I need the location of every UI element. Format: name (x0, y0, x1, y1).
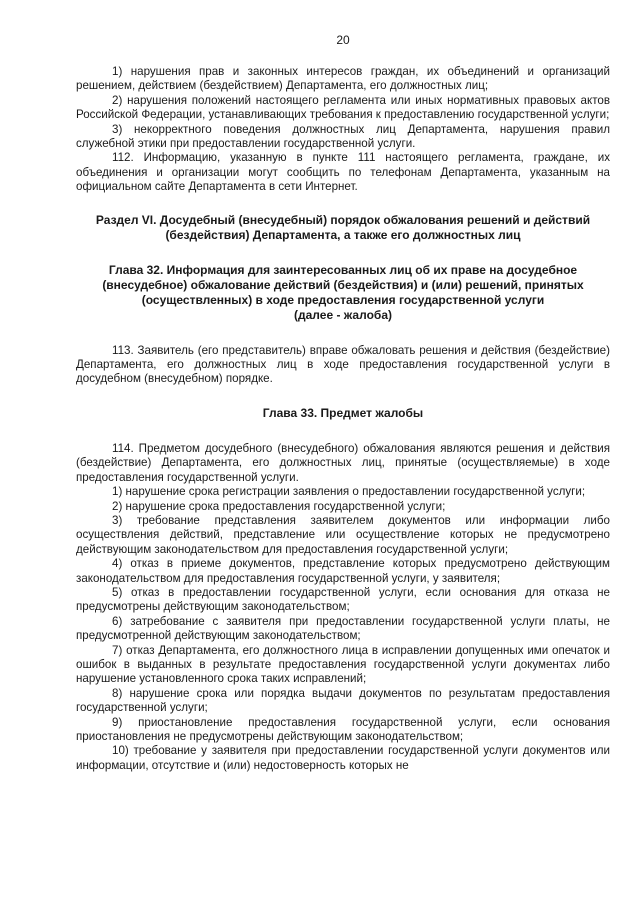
paragraph-item-2: 2) нарушения положений настоящего регламента или иных нормативных правовых актов Российской Федерации, устанавливающих требования к предоставлению государственной услуги; (76, 93, 610, 122)
list-item: 2) нарушение срока предоставления государственной услуги; (112, 499, 446, 513)
paragraph-113: 113. Заявитель (его представитель) вправе обжаловать решения и действия (бездействие) Департамента, его должностных лиц в ходе предоставления государственной услуги в досудебном (внесудебном) порядке. (76, 343, 610, 386)
list-item: 1) нарушение срока регистрации заявления о предоставлении государственной услуги; (112, 485, 586, 499)
chapter-title-line: Глава 32. Информация для заинтересованных лиц об их праве на досудебное (108, 262, 578, 277)
list-item: 3) требование представления заявителем документов или информации либо осуществления действий, представление или осуществление которых не предусмотрено действующим законодательством для предоставления государственной услуги; (76, 513, 610, 556)
list-item: 4) отказ в приеме документов, представление которых предусмотрено действующим законодательством для предоставления государственной услуги, у заявителя; (76, 557, 610, 585)
section-title-line: Раздел VI. Досудебный (внесудебный) порядок обжалования решений и действий (95, 212, 591, 227)
chapter-33-title: Глава 33. Предмет жалобы (262, 405, 424, 420)
list-item: 7) отказ Департамента, его должностного лица в исправлении допущенных ими опечаток и ошибок в выданных в результате предоставления государственной услуги документах либо нарушение установленного срока таких исправлений; (76, 643, 610, 686)
chapter-title-line: (далее - жалоба) (294, 307, 392, 322)
list-item: 10) требование у заявителя при предоставлении государственной услуги документов или информации, отсутствие и (или) недостоверность которых не (76, 744, 610, 772)
page-number: 20 (336, 33, 350, 47)
paragraph-114: 114. Предметом досудебного (внесудебного) обжалования являются решения и действия (бездействие) Департамента, его должностных лиц, принятые (осуществляемые) в ходе предоставления государственной услуги. (76, 441, 610, 484)
list-item: 6) затребование с заявителя при предоставлении государственной услуги платы, не предусмотренной действующим законодательством; (76, 614, 610, 643)
chapter-title-line: (внесудебное) обжалование действий (бездействия) и (или) решений, принятых (102, 277, 584, 292)
paragraph-112: 112. Информацию, указанную в пункте 111 настоящего регламента, граждане, их объединения и организации могут сообщить по телефонам Департамента, указанным на официальном сайте Департамента в сети Интернет. (76, 151, 610, 194)
chapter-title-line: (осуществленных) в ходе предоставления государственной услуги (141, 292, 545, 307)
list-item: 9) приостановление предоставления государственной услуги, если основания приостановления не предусмотрены действующим законодательством; (76, 715, 610, 743)
chapter-32-title (76, 263, 610, 323)
section-title-line: (бездействия) Департамента, а также его должностных лиц (165, 227, 521, 242)
list-item: 5) отказ в предоставлении государственной услуги, если основания для отказа не предусмотрены действующим законодательством; (76, 585, 610, 614)
intro-block (76, 65, 610, 195)
section-title (76, 213, 610, 243)
paragraph-item-1: 1) нарушения прав и законных интересов граждан, их объединений и организаций решением, действием (бездействием) Департамента, его должностных лиц; (76, 65, 610, 93)
paragraph-114-block (76, 442, 610, 773)
paragraph-item-3: 3) некорректного поведения должностных лиц Департамента, нарушения правил служебной этики при предоставлении государственной услуги. (76, 122, 610, 151)
list-item: 8) нарушение срока или порядка выдачи документов по результатам предоставления государственной услуги; (76, 686, 610, 715)
